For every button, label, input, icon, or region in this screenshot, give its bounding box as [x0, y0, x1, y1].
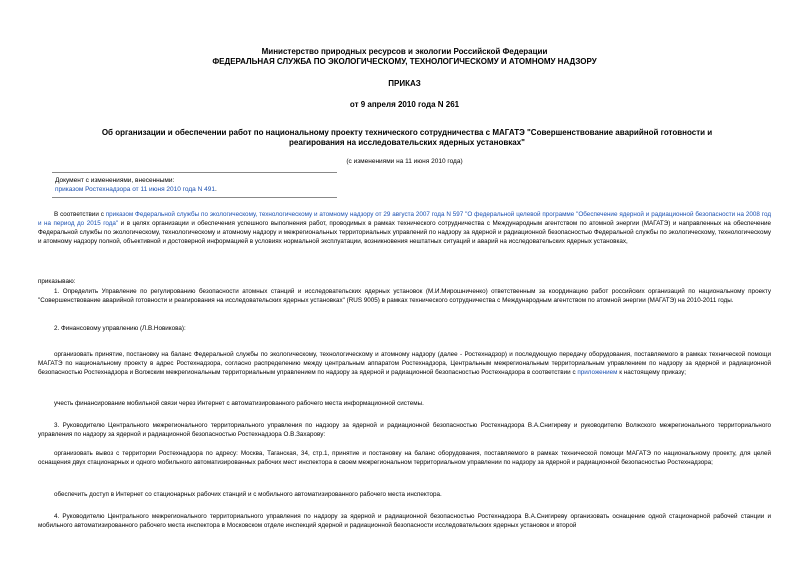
item-3-subpoint-b: обеспечить доступ в Интернет со стационарных рабочих станций и с мобильного автоматизированного рабочего места инспектора. [54, 491, 442, 498]
order-597-link[interactable]: приказом Федеральной службы по экологическому, технологическому и атомному надзору от 29 августа 2007 года N 597 "О федеральной целевой программе "Обеспечение ядерной и радиационной безопасности на 2008 год и на период до 2015 года" [38, 211, 772, 227]
item-4: 4. Руководителю Центрального межрегионального территориального управления по надзору за ядерной и радиационной безопасностью Ростехнадзора В.А.Снигиреву организовать оснащение одной стационарной рабочей станции и мобильного автоматизированного рабочего места инспектора в Московском отделе инспекций ядерной и радиационной безопасности исследовательских ядерных установок и второй [38, 513, 771, 529]
item-2a-text: организовать принятие, постановку на баланс Федеральной службы по экологическому, технологическому и атомному надзору (далее - Ростехнадзор) и последующую передачу оборудования, поставляемого в рамках технической помощи МАГАТЭ по национальному проекту в адрес Ростехнадзора, согласно распределению между центральным аппаратом Ростехнадзора, Центральным межрегиональным территориальным управлением по надзору за ядерной и радиационной безопасностью Ростехнадзора и Волжским межрегиональным территориальным управлением по надзору за ядерной и радиационной безопасностью Ростехнадзора в соответствии с [38, 351, 771, 376]
item-2-subpoint-b: учесть финансирование мобильной связи через Интернет с автоматизированного рабочего места информационной системы. [54, 400, 424, 407]
document-title: Об организации и обеспечении работ по национальному проекту технического сотрудничества с МАГАТЭ "Совершенствование аварийной готовности и реагирования на исследовательских ядерных установках" [101, 128, 713, 147]
appendix-link[interactable]: приложением [577, 368, 618, 376]
item-2a-text-end: к настоящему приказу; [617, 368, 686, 376]
preamble-paragraph [38, 211, 771, 247]
service-name: ФЕДЕРАЛЬНАЯ СЛУЖБА ПО ЭКОЛОГИЧЕСКОМУ, ТЕХНОЛОГИЧЕСКОМУ И АТОМНОМУ НАДЗОРУ [212, 57, 597, 66]
amendments-box-link-line [55, 185, 217, 194]
amendment-link-suffix: . [214, 186, 217, 193]
item-1: 1. Определить Управление по регулированию безопасности атомных станций и исследовательских ядерных установок (М.И.Мирошниченко) ответственным за координацию работ российских организаций по национальному проекту "Совершенствование аварийной готовности и реагирования на исследовательских ядерных установках" (RUS 9005) в рамках технического сотрудничества с Международным агентством по атомной энергии (МАГАТЭ) на 2010-2011 годы. [38, 288, 771, 304]
preamble-text-start: В соответствии с [54, 211, 106, 218]
orders-word: приказываю: [38, 278, 76, 285]
document-type: ПРИКАЗ [388, 79, 421, 88]
item-2-subpoint-a [38, 351, 771, 378]
amendments-box-top-rule [52, 172, 337, 173]
amendments-box-bottom-rule [52, 197, 337, 198]
amendments-box-label: Документ с изменениями, внесенными: [55, 177, 175, 184]
document-date-number: от 9 апреля 2010 года N 261 [349, 100, 460, 109]
item-2: 2. Финансовому управлению (Л.В.Новикова): [54, 325, 186, 332]
amendment-note: (с изменениями на 11 июня 2010 года) [346, 158, 463, 165]
amendment-link[interactable]: приказом Ростехнадзора от 11 июня 2010 года N 491 [55, 186, 215, 193]
preamble-text-rest: и в целях организации и обеспечения успешного выполнения работ, проводимых в рамках технического сотрудничества с Международным агентством по атомной энергии (МАГАТЭ) и направленных на обеспечение Федеральной службы по экологическому, технологическому и атомному надзору и межрегиональных территориальных управлений по надзору за ядерной и радиационной безопасностью Федеральной службы по экологическому, технологическому и атомному надзору полной, объективной и достоверной информацией в условиях нормальной эксплуатации, возникновения нештатных ситуаций и аварий на исследовательских ядерных установках, [38, 219, 771, 245]
ministry-name: Министерство природных ресурсов и экологии Российской Федерации [261, 47, 548, 56]
item-3-subpoint-a: организовать вывоз с территории Ростехнадзора по адресу: Москва, Таганская, 34, стр.1, принятие и постановку на баланс оборудования, поставляемого в рамках технической помощи МАГАТЭ по национальному проекту, для целей оснащения двух стационарных и одного мобильного автоматизированных рабочих мест инспектора в своем межрегиональном территориальном управлении по надзору за ядерной и радиационной безопасностью Ростехнадзора; [38, 450, 771, 466]
item-3: 3. Руководителю Центрального межрегионального территориального управления по надзору за ядерной и радиационной безопасностью Ростехнадзора В.А.Снигиреву и руководителю Волжского межрегионального территориального управления по надзору за ядерной и радиационной безопасностью Ростехнадзора О.В.Захарову: [38, 422, 771, 438]
